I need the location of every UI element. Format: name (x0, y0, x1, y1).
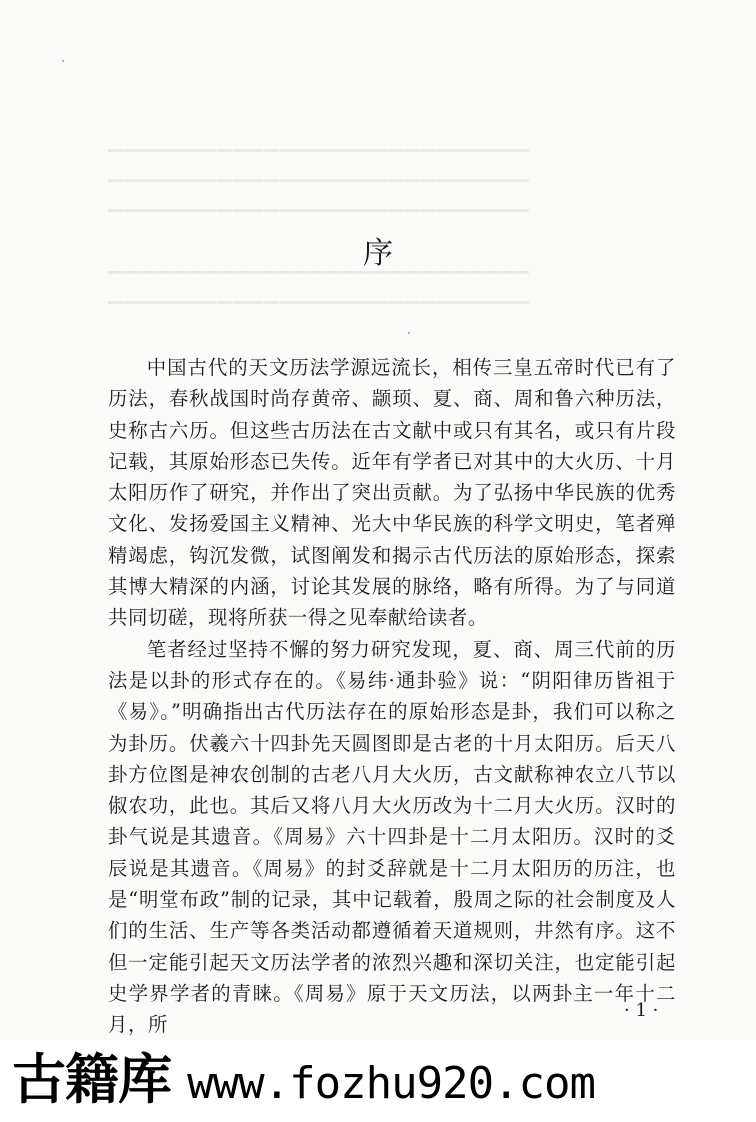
body-text (108, 352, 676, 1040)
bleed-through-line: ▔▔▔▔▔▔▔▔▔▔▔▔▔▔▔▔▔▔▔▔▔▔▔▔▔▔▔ (108, 150, 530, 172)
bleed-through-line: ▔▔▔▔▔▔▔▔▔▔▔▔▔▔▔▔▔▔▔▔▔▔▔▔▔▔▔ (108, 302, 530, 324)
paragraph-text: 中国古代的天文历法学源远流长，相传三皇五帝时代已有了历法，春秋战国时尚存黄帝、颛顼、夏、商、周和鲁六种历法，史称古六历。但这些古历法在古文献中或只有其名，或只有片段记载，其原始形态已失传。近年有学者已对其中的大火历、十月太阳历作了研究，并作出了突出贡献。为了弘扬中华民族的优秀文化、发扬爱国主义精神、光大中华民族的科学文明史，笔者殚精竭虑，钩沉发微，试图阐发和揭示古代历法的原始形态，探索其博大精深的内涵，讨论其发展的脉络，略有所得。为了与同道共同切磋，现将所获一得之见奉献给读者。 (108, 356, 676, 630)
watermark-url: www.fozhu920.com (187, 1058, 596, 1109)
watermark-site-name: 古籍库 (12, 1048, 171, 1111)
page-number: · 1 · (624, 1000, 659, 1021)
paragraph (108, 634, 676, 1040)
chapter-title: 序 (363, 236, 393, 271)
paragraph-text: 笔者经过坚持不懈的努力研究发现，夏、商、周三代前的历法是以卦的形式存在的。《易纬·通卦验》说：“阴阳律历皆祖于《易》。”明确指出古代历法存在的原始形态是卦，我们可以称之为卦历。伏羲六十四卦先天圆图即是古老的十月太阳历。后天八卦方位图是神农创制的古老八月大火历，古文献称神农立八节以俶农功，此也。其后又将八月大火历改为十二月大火历。汉时的卦气说是其遗音。《周易》六十四卦是十二月太阳历。汉时的爻辰说是其遗音。《周易》的封爻辞就是十二月太阳历的历注，也是“明堂布政”制的记录，其中记载着，殷周之际的社会制度及人们的生活、生产等各类活动都遵循着天道规则，井然有序。这不但一定能引起天文历法学者的浓烈兴趣和深切关注，也定能引起史学界学者的青睐。《周易》原于天文历法，以两卦主一年十二月，所 (108, 637, 676, 1037)
scan-speck (408, 332, 410, 334)
bleed-through-line: ▔▔▔▔▔▔▔▔▔▔▔▔▔▔▔▔▔▔▔▔▔▔▔▔▔▔▔ (108, 210, 530, 232)
paragraph (108, 352, 676, 634)
bleed-through-line: ▔▔▔▔▔▔▔▔▔▔▔▔▔▔▔▔▔▔▔▔▔▔▔▔▔▔▔ (108, 180, 530, 202)
watermark-text (12, 1048, 595, 1116)
bleed-through-line: ▔▔▔▔▔▔▔▔▔▔▔▔▔▔▔▔▔▔▔▔▔▔▔▔▔▔▔ (108, 272, 530, 294)
scan-speck (62, 60, 64, 62)
watermark-banner (0, 1040, 756, 1122)
